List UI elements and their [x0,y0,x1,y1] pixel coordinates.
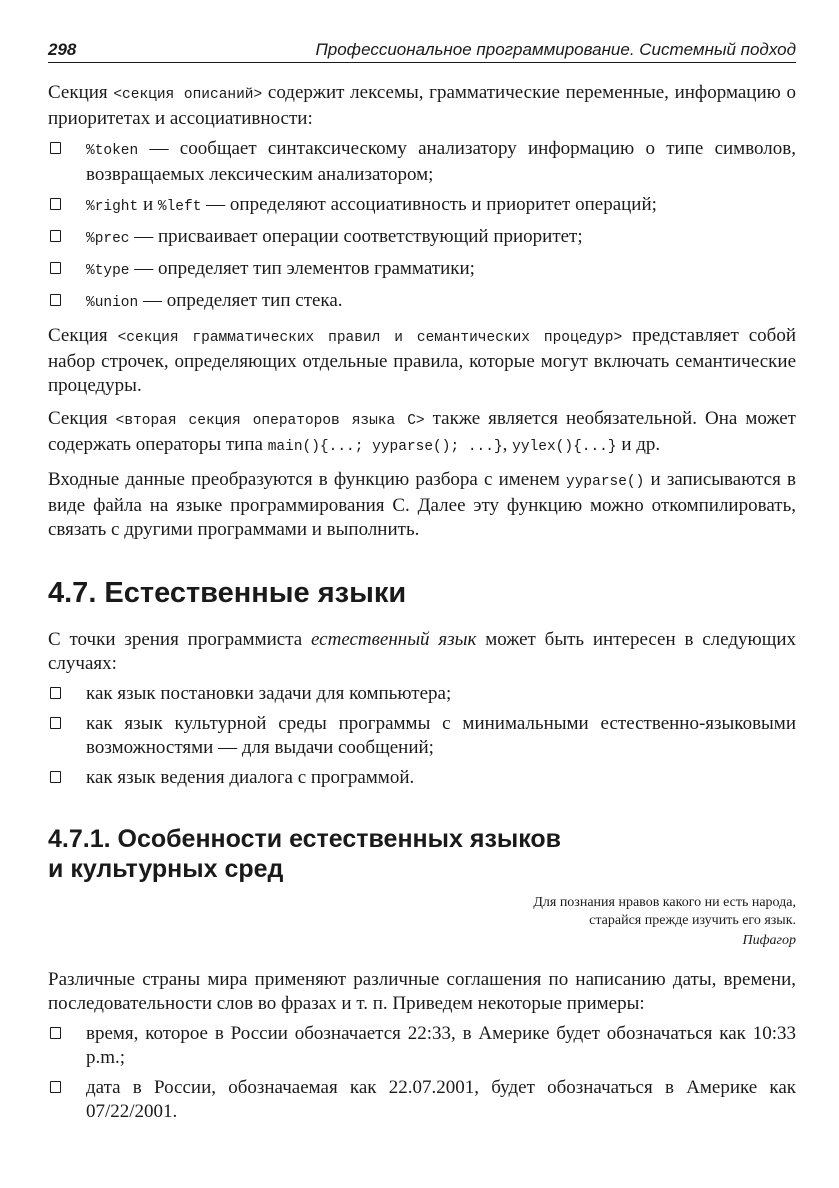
code-snippet: <вторая секция операторов языка C> [115,413,425,429]
checkbox-bullet-icon [50,262,61,274]
running-header [48,36,796,63]
page-body [48,81,796,1124]
code-snippet: <секция грамматических правил и семантических процедур> [117,330,623,346]
epigraph: Для познания нравов какого ни есть народа, старайся прежде изучить его язык. Пифагор [48,894,796,950]
code-snippet: yyparse() [566,474,645,490]
paragraph-grammar-section: Секция <секция грамматических правил и семантических процедур> представляет собой набор строчек, определяющих отдельные правила, которые могут включать семантические процедуры. [48,325,796,396]
checkbox-bullet-icon [50,294,61,306]
checkbox-bullet-icon [50,771,61,783]
code-snippet: <секция описаний> [113,87,263,103]
paragraph-second-c-section: Секция <вторая секция операторов языка C> также является необязательной. Она может содержать операторы типа main(){...; yyparse(); ...}, yylex(){...} и др. [48,408,796,455]
subsection-heading: 4.7.1. Особенности естественных языков и культурных сред [48,825,562,883]
paragraph-declarations-section: Секция <секция описаний> содержит лексемы, грамматические переменные, информацию о приоритетах и ассоциативности: [48,82,797,129]
list-item: как язык постановки задачи для компьютера; [48,682,796,706]
checkbox-bullet-icon [50,230,61,242]
paragraph-natural-language: С точки зрения программиста естественный язык может быть интересен в следующих случаях: [48,629,796,674]
directive-list [48,137,796,315]
list-item: %right и %left — определяют ассоциативность и приоритет операций; [48,193,796,219]
checkbox-bullet-icon [50,717,61,729]
list-item: как язык культурной среды программы с минимальными естественно-языковыми возможностями — для выдачи сообщений; [48,712,796,760]
running-title: Профессиональное программирование. Системный подход [315,40,796,59]
checkbox-bullet-icon [50,198,61,210]
section-heading: 4.7. Естественные языки [48,577,407,609]
list-item: дата в России, обозначаемая как 22.07.2001, будет обозначаться в Америке как 07/22/2001. [48,1076,796,1124]
epigraph-author: Пифагор [742,933,796,948]
list-item: %type — определяет тип элементов грамматики; [48,257,796,283]
checkbox-bullet-icon [50,142,61,154]
list-item: как язык ведения диалога с программой. [48,766,796,790]
page-number: 298 [48,40,77,59]
list-item: %token — сообщает синтаксическому анализатору информацию о типе символов, возвращаемых лексическим анализатором; [48,137,796,187]
checkbox-bullet-icon [50,1027,61,1039]
list-item: %prec — присваивает операции соответствующий приоритет; [48,225,796,251]
list-item: %union — определяет тип стека. [48,289,796,315]
list-item: время, которое в России обозначается 22:33, в Америке будет обозначаться как 10:33 p.m.; [48,1022,796,1070]
examples-list [48,1022,796,1124]
checkbox-bullet-icon [50,1081,61,1093]
book-page [48,36,796,1133]
paragraph-input-data: Входные данные преобразуются в функцию разбора с именем yyparse() и записываются в виде файла на языке программирования C. Далее эту функцию можно откомпилировать, связать с другими программами и выполнить. [48,469,796,540]
paragraph-conventions: Различные страны мира применяют различные соглашения по написанию даты, времени, последовательности слов во фразах и т. п. Приведем некоторые примеры: [48,969,796,1014]
checkbox-bullet-icon [50,687,61,699]
use-case-list [48,682,796,790]
